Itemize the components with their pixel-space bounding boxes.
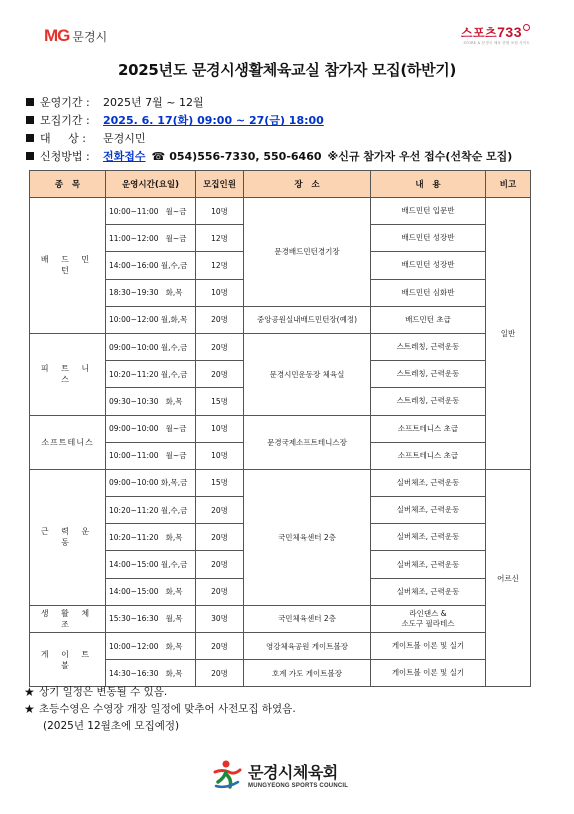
table-row: 10:00~12:00 월,화,목 20명 중앙공원실내배드민턴장(예정) 배드민턴 초급	[30, 306, 531, 333]
table-row: 09:30~10:30 화,목 15명 스트레칭, 근력운동	[30, 388, 531, 415]
header-count: 모집인원	[196, 171, 244, 198]
category-badminton: 배 드 민 턴	[30, 198, 106, 334]
note-senior: 어르신	[486, 469, 531, 687]
sports-council-emblem-icon	[212, 758, 244, 790]
table-row: 10:20~11:20 화,목 20명 실버체조, 근력운동	[30, 524, 531, 551]
mg-logo-city: 문경시	[72, 29, 108, 44]
page-title: 2025년도 문경시생활체육교실 참가자 모집(하반기)	[117, 61, 457, 79]
info-apply: 신청방법 : 전화접수 ☎ 054)556-7330, 550-6460 ※신규 참가자 우선 접수(선착순 모집)	[26, 147, 556, 165]
header-category: 종 목	[30, 171, 106, 198]
table-row: 게 이 트 볼 10:00~12:00 화,목 20명 영강체육공원 게이트볼장 게이트볼 이론 및 실기	[30, 633, 531, 660]
sports733-logo-sub: STORE & 문경시 체육 종합 포털 사이트	[463, 41, 530, 45]
category-fitness: 피 트 니 스	[30, 333, 106, 415]
note-line-3: (2025년 12월초에 모집예정)	[43, 720, 180, 732]
table-header-row	[30, 171, 531, 198]
table-row: 배 드 민 턴 10:00~11:00 월~금 10명 문경배드민턴경기장 배드민턴 입문반 일반	[30, 198, 531, 225]
info-target: 대 상 : 문경시민	[26, 129, 556, 147]
sports-council-name: 문경시체육회	[248, 762, 338, 782]
info-recruit: 모집기간 : 2025. 6. 17(화) 09:00 ~ 27(금) 18:00	[26, 111, 556, 129]
table-row: 14:00~15:00 월,수,금 20명 실버체조, 근력운동	[30, 551, 531, 578]
schedule-table	[29, 170, 531, 687]
sports-council-logo	[212, 758, 348, 790]
square-bullet-icon	[26, 116, 34, 124]
table-row: 18:30~19:30 화,목 10명 배드민턴 심화반	[30, 279, 531, 306]
table-row: 10:00~11:00 월~금 10명 소프트테니스 초급	[30, 442, 531, 469]
table-row: 피 트 니 스 09:00~10:00 월,수,금 20명 문경시민운동장 체육실 스트레칭, 근력운동	[30, 333, 531, 360]
star-icon: ★	[24, 685, 35, 699]
sports733-logo-main: 스포츠733	[461, 24, 530, 41]
category-gymnastics: 생 활 체 조	[30, 605, 106, 632]
table-row: 11:00~12:00 월~금 12명 배드민턴 성장반	[30, 225, 531, 252]
target-icon	[523, 24, 530, 31]
header-time: 운영시간(요일)	[106, 171, 196, 198]
table-row: 14:00~15:00 화,목 20명 실버체조, 근력운동	[30, 578, 531, 605]
table-row: 10:20~11:20 월,수,금 20명 스트레칭, 근력운동	[30, 361, 531, 388]
phone-icon: ☎	[151, 149, 166, 163]
apply-note: ※신규 참가자 우선 접수(선착순 모집)	[327, 150, 513, 163]
category-strength: 근 력 운 동	[30, 469, 106, 605]
note-line-1: ★ 상기 일정은 변동될 수 있음.	[24, 685, 168, 699]
notes-section	[24, 684, 296, 735]
note-line-2: ★ 초등수영은 수영장 개장 일정에 맞추어 사전모집 하였음.	[24, 702, 296, 716]
table-row: 소프트테니스 09:00~10:00 월~금 10명 문경국제소프트테니스장 소프트테니스 초급	[30, 415, 531, 442]
sports733-logo	[461, 24, 530, 46]
mungyeong-city-logo	[44, 26, 107, 46]
table-row: 14:30~16:30 화,목 20명 호계 가도 게이트볼장 게이트볼 이론 및 실기	[30, 660, 531, 687]
square-bullet-icon	[26, 134, 34, 142]
category-soft-tennis: 소프트테니스	[30, 415, 106, 469]
table-row: 근 력 운 동 09:00~10:00 화,목,금 15명 국민체육센터 2층 실버체조, 근력운동 어르신	[30, 469, 531, 496]
apply-method-link[interactable]: 전화접수	[103, 150, 146, 163]
table-row: 14:00~16:00 월,수,금 12명 배드민턴 성장반	[30, 252, 531, 279]
info-section	[26, 93, 556, 165]
category-gateball: 게 이 트 볼	[30, 633, 106, 687]
mg-logo-mark: MG	[44, 26, 70, 45]
recruit-period-link[interactable]: 2025. 6. 17(화) 09:00 ~ 27(금) 18:00	[103, 114, 324, 127]
table-row: 10:20~11:20 월,수,금 20명 실버체조, 근력운동	[30, 497, 531, 524]
table-row: 생 활 체 조 15:30~16:30 월,목 30명 국민체육센터 2층 라인댄스 & 소도구 필라테스	[30, 605, 531, 632]
header-note: 비고	[486, 171, 531, 198]
header-content: 내 용	[371, 171, 486, 198]
square-bullet-icon	[26, 98, 34, 106]
phone-number: 054)556-7330, 550-6460	[169, 149, 322, 163]
info-period: 운영기간 : 2025년 7월 ~ 12월	[26, 93, 556, 111]
star-icon: ★	[24, 702, 35, 716]
note-general: 일반	[486, 198, 531, 470]
header-place: 장 소	[244, 171, 371, 198]
page-header	[0, 26, 574, 52]
square-bullet-icon	[26, 152, 34, 160]
sports-council-eng: MUNGYEONG SPORTS COUNCIL	[248, 782, 349, 789]
